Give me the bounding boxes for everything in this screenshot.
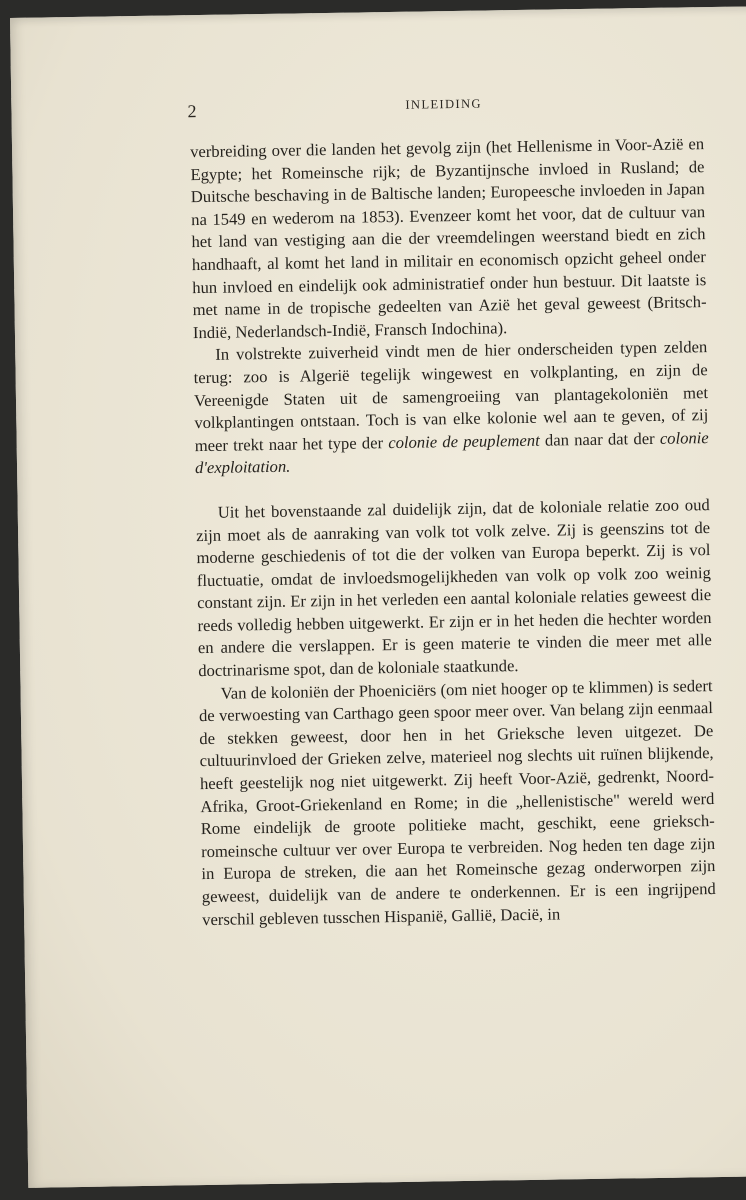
paragraph-2-text: In volstrekte zuiverheid vindt men de hier onderscheiden typen zelden terug: zoo is Algerië tegelijk wingewest en volkplanting, en zijn de Vereenigde Staten uit de samengroeiing van plantagekoloniën met volkplantingen ontstaan. Toch is van elke kolonie wel aan te geven, of zij meer trekt naar het type der: [193, 337, 709, 455]
body-text: [190, 133, 716, 931]
running-title: INLEIDING: [405, 96, 482, 112]
paragraph-2-mid: dan naar dat der: [539, 428, 660, 450]
page-number: 2: [187, 101, 197, 122]
italic-colonie-de-peuplement: colonie de peuplement: [388, 430, 540, 452]
paragraph-2: [193, 336, 709, 480]
page-header: [187, 91, 707, 123]
paragraph-1: verbreiding over die landen het gevolg zijn (het Hellenisme in Voor-Azië en Egypte; het Romeinsche rijk; de Byzantijnsche invloed in Rusland; de Duitsche beschaving in de Baltische landen; Europeesche invloeden in Japan na 1549 en wederom na 1853). Evenzeer komt het voor, dat de cultuur van het land van vestiging aan die der vreemdelingen weerstand biedt en zich handhaaft, al komt het land in militair en economisch opzicht geheel onder hun invloed en eindelijk ook administratief onder hun bestuur. Dit laatste is met name in de tropische gedeelten van Azië het geval geweest (Britsch-Indië, Nederlandsch-Indië, Fransch Indochina).: [189, 134, 707, 342]
paragraph-4: Van de koloniën der Phoeniciërs (om niet hooger op te klimmen) is sedert de verwoesting van Carthago geen spoor meer over. Van belang zijn eenmaal de stekken geweest, door hen in het Grieksche leven uitgezet. De cultuurinvloed der Grieken zelve, materieel nog slechts uit ruïnen blijkende, heeft geestelijk nog niet uitgewerkt. Zij heeft Voor-Azië, gedrenkt, Noord-Afrika, Groot-Griekenland en Rome; in die „hellenistische" wereld werd Rome eindelijk de groote politieke macht, geschikt, eene grieksch-romeinsche cultuur ver over Europa te verbreiden. Nog heden ten dage zijn in Europa de streken, die aan het Romeinsche gezag onderworpen zijn geweest, duidelijk van de andere te onderkennen. Er is een ingrijpend verschil gebleven tusschen Hispanië, Gallië, Dacië, in: [198, 675, 716, 929]
italic-colonie-d-exploitation: colonie d'exploitation.: [194, 427, 709, 478]
book-page: [10, 6, 746, 1188]
paragraph-3: Uit het bovenstaande zal duidelijk zijn, dat de koloniale relatie zoo oud zijn moet als de aanraking van volk tot volk zelve. Zij is geenszins tot de moderne geschiedenis of tot die der volken van Europa beperkt. Zij is vol fluctuatie, omdat de invloedsmogelijkheden van volk op volk zoo weinig constant zijn. Er zijn in het verleden een aantal koloniale relaties geweest die reeds volledig hebben uitgewerkt. Er zijn er in het heden die hechter worden en andere die verslappen. Er is geen materie te vinden die meer met alle doctrinarisme spot, dan de koloniale staatkunde.: [195, 494, 713, 681]
